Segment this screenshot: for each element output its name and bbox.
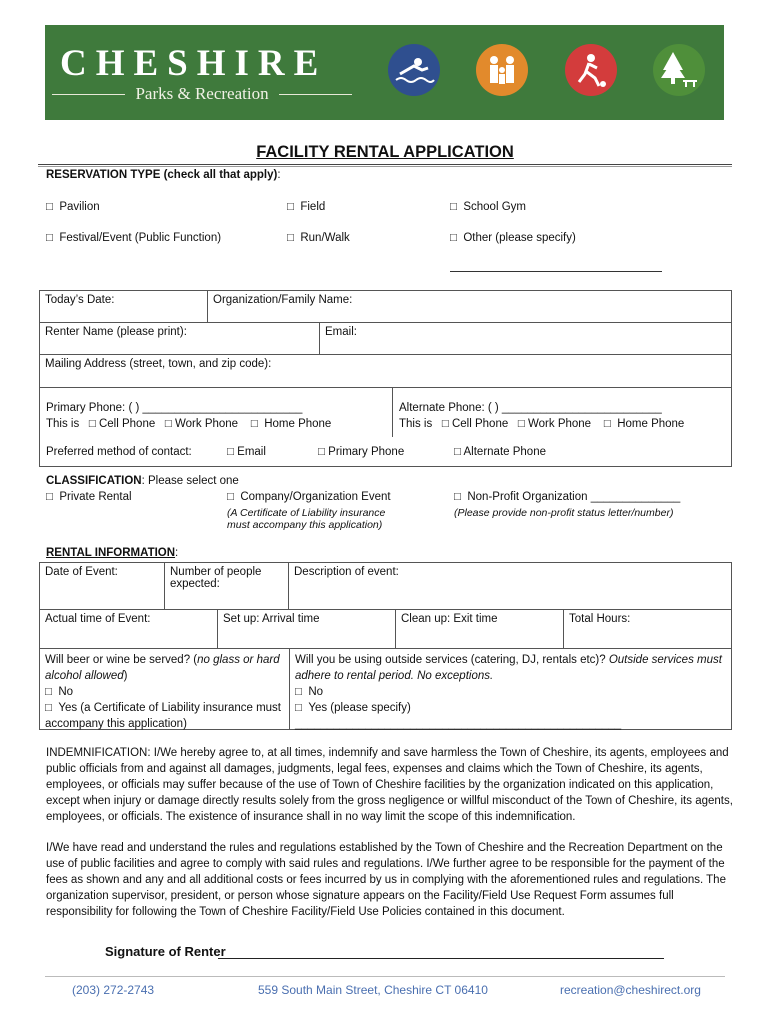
other-specify-line[interactable] xyxy=(450,271,662,272)
title-divider xyxy=(38,164,732,165)
beer-wine-section: Will beer or wine be served? (no glass or hard alcohol allowed) □ No □ Yes (a Certificate of Liability insurance must accompany this application) xyxy=(39,648,290,730)
org-name-field[interactable]: Organization/Family Name: xyxy=(207,290,732,323)
footer-email[interactable]: recreation@cheshirect.org xyxy=(560,983,701,997)
pine-tree-icon xyxy=(653,44,705,96)
primary-phone-field[interactable]: Primary Phone: ( ) _________________________ xyxy=(46,402,303,414)
outside-no-option[interactable]: □ No xyxy=(295,686,324,698)
option-other[interactable]: □ Other (please specify) xyxy=(450,232,576,244)
agreement-text: I/We have read and understand the rules and regulations established by the Town of Cheshire and the Recreation Department on the use of public facilities and agree to comply with said rules and regulations. I/We further agree to be responsible for the payment of the fees as shown and any and all additional costs or fees incurred by us in complying with the aforementioned rules and regulations. The organization supervisor, president, or person whose signature appears on the Facility/Field Use Request Form assumes full responsibility for following the Town of Cheshire Facility/Field Use Policies contained in this document. xyxy=(46,842,726,918)
signature-label: Signature of Renter xyxy=(105,944,226,959)
family-icon xyxy=(476,44,528,96)
company-event-option[interactable]: □ Company/Organization Event xyxy=(227,491,391,503)
footer-phone: (203) 272-2743 xyxy=(72,983,155,997)
option-run-walk[interactable]: □ Run/Walk xyxy=(287,232,350,244)
actual-time-field[interactable]: Actual time of Event: xyxy=(39,609,218,649)
footer-address: 559 South Main Street, Cheshire CT 06410 xyxy=(258,983,488,997)
pref-email-option[interactable]: □ Email xyxy=(227,446,266,458)
alt-phone-field[interactable]: Alternate Phone: ( ) _________________________ xyxy=(399,402,662,414)
swimmer-icon xyxy=(388,44,440,96)
todays-date-field[interactable]: Today’s Date: xyxy=(39,290,208,323)
setup-time-field[interactable]: Set up: Arrival time xyxy=(217,609,396,649)
option-festival[interactable]: □ Festival/Event (Public Function) xyxy=(46,232,222,244)
cleanup-time-field[interactable]: Clean up: Exit time xyxy=(395,609,564,649)
primary-phone-type[interactable]: This is □ Cell Phone □ Work Phone □ Home Phone xyxy=(46,418,332,430)
page-title: FACILITY RENTAL APPLICATION xyxy=(256,143,514,161)
indemnification-text: INDEMNIFICATION: I/We hereby agree to, at all times, indemnify and save harmless the Town of Cheshire, its agents, employees and public officials from and against all damages, judgments, legal fees, expenses and claims which the Town of Cheshire, its agents, employees, or officials may suffer because of the use of Town of Cheshire facilities by the organization indicated on this application, except when injury or damage directly results solely from the gross negligence or willful misconduct of the Town of Cheshire, its agents, employees, or officials. The existence of insurance shall in no way limit the scope of this indemnification. xyxy=(46,747,733,823)
footer-divider xyxy=(45,976,725,977)
mailing-address-field[interactable]: Mailing Address (street, town, and zip code): xyxy=(39,354,732,388)
brand-subtitle: Parks & Recreation xyxy=(52,84,352,104)
private-rental-option[interactable]: □ Private Rental xyxy=(46,491,132,503)
people-count-field[interactable]: Number of people expected: xyxy=(164,562,289,610)
signature-line[interactable] xyxy=(218,958,664,959)
brand-title: CHESHIRE xyxy=(60,43,328,84)
beer-yes-option[interactable]: □ Yes (a Certificate of Liability insurance must xyxy=(45,702,281,714)
pref-alt-option[interactable]: □ Alternate Phone xyxy=(454,446,546,458)
option-pavilion[interactable]: □ Pavilion xyxy=(46,201,100,213)
option-school-gym[interactable]: □ School Gym xyxy=(450,201,526,213)
event-description-field[interactable]: Description of event: xyxy=(288,562,732,610)
email-field[interactable]: Email: xyxy=(319,322,732,355)
event-date-field[interactable]: Date of Event: xyxy=(39,562,165,610)
option-field[interactable]: □ Field xyxy=(287,201,326,213)
rental-heading: RENTAL INFORMATION: xyxy=(46,547,179,559)
company-note: (A Certificate of Liability insurance must accompany this application) xyxy=(227,507,386,531)
phone-divider xyxy=(392,387,393,437)
outside-services-section: Will you be using outside services (catering, DJ, rentals etc)? Outside services must adhere to rental period. No exceptions. □ No □ Yes (please specify) ___________________________________________________ xyxy=(289,648,732,730)
nonprofit-option[interactable]: □ Non-Profit Organization ______________ xyxy=(454,491,681,503)
reservation-heading: RESERVATION TYPE (check all that apply): xyxy=(46,169,281,181)
alt-phone-type[interactable]: This is □ Cell Phone □ Work Phone □ Home Phone xyxy=(399,418,685,430)
classification-heading: CLASSIFICATION: Please select one xyxy=(46,475,239,487)
title-divider-secondary xyxy=(38,166,732,167)
pref-primary-option[interactable]: □ Primary Phone xyxy=(318,446,405,458)
soccer-player-icon xyxy=(565,44,617,96)
preferred-contact-label: Preferred method of contact: xyxy=(46,446,192,458)
beer-no-option[interactable]: □ No xyxy=(45,686,74,698)
renter-name-field[interactable]: Renter Name (please print): xyxy=(39,322,320,355)
outside-yes-option[interactable]: □ Yes (please specify) ___________________________________________________ xyxy=(295,702,622,730)
nonprofit-note: (Please provide non-profit status letter/number) xyxy=(454,507,674,519)
total-hours-field[interactable]: Total Hours: xyxy=(563,609,732,649)
